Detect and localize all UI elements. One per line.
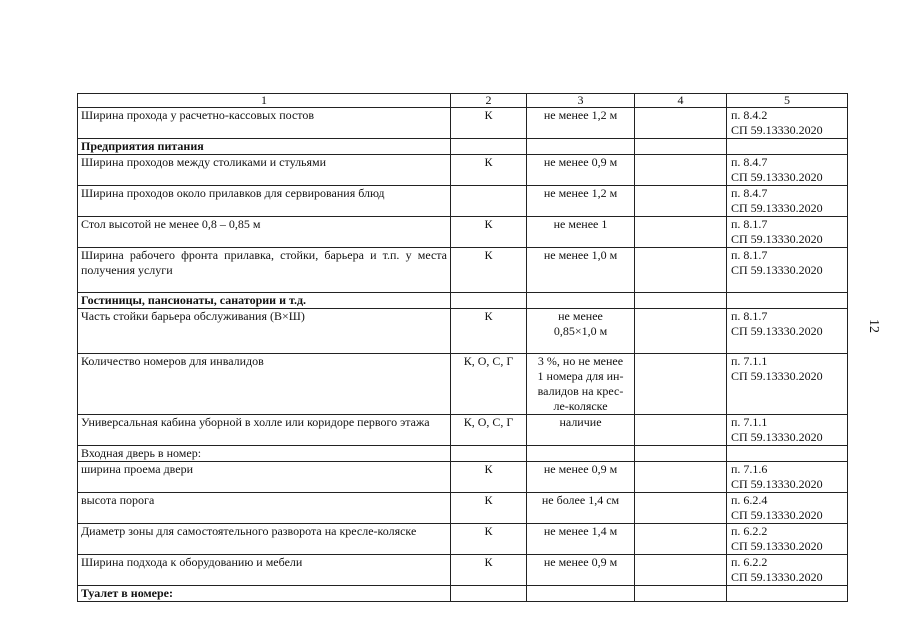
cell-c4 [635, 139, 727, 155]
cell-c3 [527, 139, 635, 155]
cell-c4 [635, 493, 727, 524]
cell-c3: не менее 0,9 м [527, 462, 635, 493]
cell-c4 [635, 217, 727, 248]
cell-c3: 3 %, но не менее 1 номера для ин- валидов на крес- ле-коляске [527, 354, 635, 415]
cell-c5: п. 6.2.2 СП 59.13330.2020 [727, 555, 848, 586]
section-row [78, 293, 848, 309]
section-row [78, 139, 848, 155]
cell-c1: ширина проема двери [78, 462, 451, 493]
cell-c4 [635, 415, 727, 446]
cell-c1: Ширина проходов около прилавков для сервирования блюд [78, 186, 451, 217]
cell-c1: Количество номеров для инвалидов [78, 354, 451, 415]
section-row [78, 586, 848, 602]
table-row [78, 446, 848, 462]
cell-c2: К [451, 462, 527, 493]
cell-c3 [527, 446, 635, 462]
requirements-table [77, 93, 848, 602]
page-number: 12 [866, 319, 881, 333]
table-row [78, 555, 848, 586]
cell-c4 [635, 248, 727, 293]
table-row [78, 155, 848, 186]
cell-c2: К [451, 108, 527, 139]
table-row [78, 217, 848, 248]
cell-c2 [451, 139, 527, 155]
header-row [78, 94, 848, 108]
cell-c1: Стол высотой не менее 0,8 – 0,85 м [78, 217, 451, 248]
cell-c2 [451, 186, 527, 217]
cell-c5: п. 7.1.1 СП 59.13330.2020 [727, 415, 848, 446]
cell-c4 [635, 555, 727, 586]
cell-c3: не менее 0,9 м [527, 155, 635, 186]
cell-c4 [635, 186, 727, 217]
cell-c5 [727, 139, 848, 155]
cell-c1: Часть стойки барьера обслуживания (В×Ш) [78, 309, 451, 354]
cell-c4 [635, 462, 727, 493]
cell-c2: К, О, С, Г [451, 415, 527, 446]
cell-c3: не менее 1,0 м [527, 248, 635, 293]
cell-c1: Предприятия питания [78, 139, 451, 155]
cell-c2 [451, 446, 527, 462]
cell-c3: не менее 1,2 м [527, 186, 635, 217]
cell-c1: Диаметр зоны для самостоятельного разворота на кресле-коляске [78, 524, 451, 555]
cell-c1: Гостиницы, пансионаты, санатории и т.д. [78, 293, 451, 309]
cell-c5: п. 6.2.4 СП 59.13330.2020 [727, 493, 848, 524]
cell-c5: п. 8.4.7 СП 59.13330.2020 [727, 155, 848, 186]
cell-c3: не менее 0,9 м [527, 555, 635, 586]
table-row [78, 354, 848, 415]
cell-c5: п. 7.1.6 СП 59.13330.2020 [727, 462, 848, 493]
cell-c1: Ширина подхода к оборудованию и мебели [78, 555, 451, 586]
cell-c4 [635, 446, 727, 462]
cell-c2 [451, 586, 527, 602]
cell-c4 [635, 309, 727, 354]
cell-c2: К, О, С, Г [451, 354, 527, 415]
cell-c2: К [451, 248, 527, 293]
cell-c4 [635, 586, 727, 602]
cell-c5: п. 8.4.7 СП 59.13330.2020 [727, 186, 848, 217]
table-row [78, 309, 848, 354]
cell-c4 [635, 108, 727, 139]
cell-c2 [451, 293, 527, 309]
header-col-2: 2 [451, 94, 527, 108]
cell-c3: наличие [527, 415, 635, 446]
cell-c1: Ширина проходов между столиками и стульями [78, 155, 451, 186]
cell-c3 [527, 293, 635, 309]
cell-c5: п. 8.1.7 СП 59.13330.2020 [727, 217, 848, 248]
table-row [78, 462, 848, 493]
cell-c5: п. 8.1.7 СП 59.13330.2020 [727, 248, 848, 293]
table-row [78, 493, 848, 524]
cell-c5 [727, 293, 848, 309]
cell-c3: не менее 1,2 м [527, 108, 635, 139]
cell-c1: высота порога [78, 493, 451, 524]
header-col-3: 3 [527, 94, 635, 108]
cell-c5: п. 6.2.2 СП 59.13330.2020 [727, 524, 848, 555]
cell-c3: не менее 1,4 м [527, 524, 635, 555]
cell-c3: не менее 0,85×1,0 м [527, 309, 635, 354]
cell-c4 [635, 155, 727, 186]
table-row [78, 248, 848, 293]
cell-c2: К [451, 524, 527, 555]
table-row [78, 524, 848, 555]
cell-c1: Ширина рабочего фронта прилавка, стойки, барьера и т.п. у места получения услуги [78, 248, 451, 293]
cell-c3: не более 1,4 см [527, 493, 635, 524]
cell-c1: Универсальная кабина уборной в холле или коридоре первого этажа [78, 415, 451, 446]
cell-c5: п. 8.1.7 СП 59.13330.2020 [727, 309, 848, 354]
table-row [78, 415, 848, 446]
cell-c4 [635, 293, 727, 309]
cell-c4 [635, 524, 727, 555]
cell-c1: Ширина прохода у расчетно-кассовых постов [78, 108, 451, 139]
cell-c4 [635, 354, 727, 415]
cell-c2: К [451, 309, 527, 354]
cell-c1: Туалет в номере: [78, 586, 451, 602]
cell-c5 [727, 586, 848, 602]
cell-c5 [727, 446, 848, 462]
header-col-5: 5 [727, 94, 848, 108]
cell-c5: п. 8.4.2 СП 59.13330.2020 [727, 108, 848, 139]
table-row [78, 186, 848, 217]
header-col-1: 1 [78, 94, 451, 108]
cell-c2: К [451, 155, 527, 186]
cell-c3: не менее 1 [527, 217, 635, 248]
cell-c2: К [451, 493, 527, 524]
cell-c1: Входная дверь в номер: [78, 446, 451, 462]
cell-c3 [527, 586, 635, 602]
table-row [78, 108, 848, 139]
header-col-4: 4 [635, 94, 727, 108]
cell-c5: п. 7.1.1 СП 59.13330.2020 [727, 354, 848, 415]
cell-c2: К [451, 555, 527, 586]
cell-c2: К [451, 217, 527, 248]
